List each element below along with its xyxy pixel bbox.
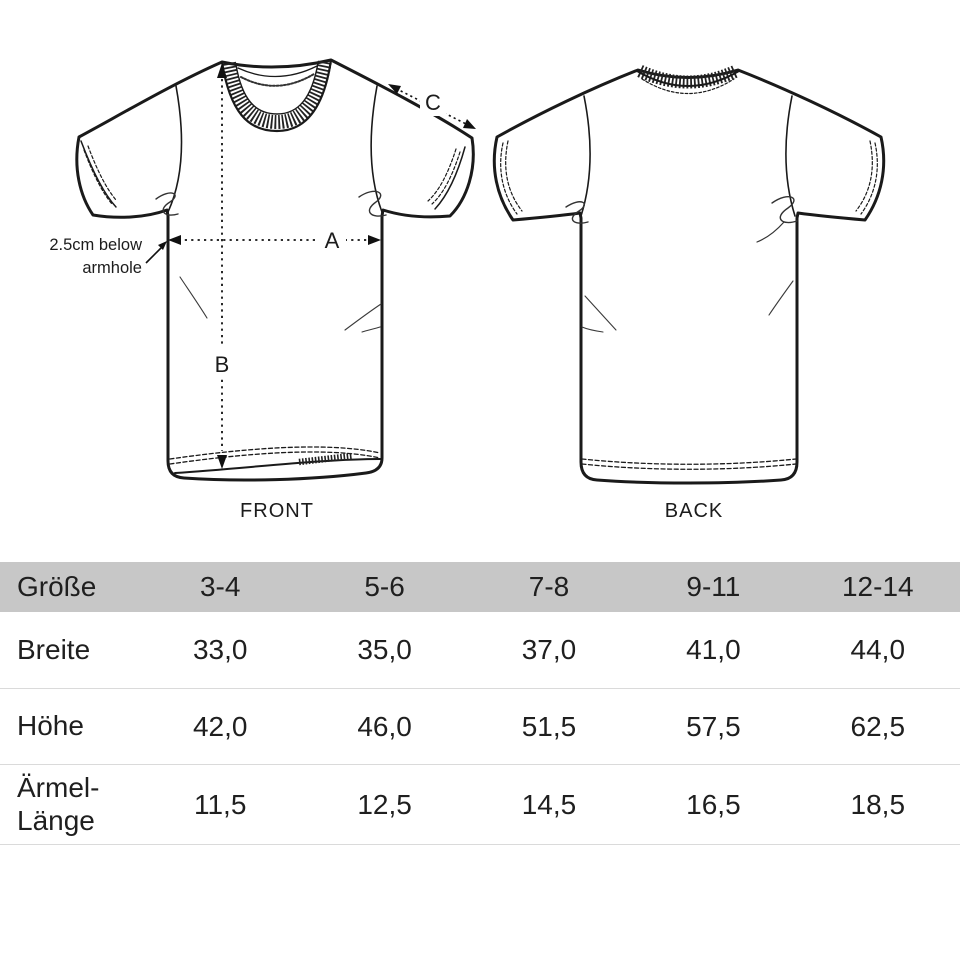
table-row-hoehe [0, 689, 960, 765]
table-cell: 51,5 [521, 710, 577, 742]
table-cell: 37,0 [521, 634, 577, 665]
front-view-label: FRONT [240, 500, 314, 522]
armhole-note-line1: 2.5cm below [49, 236, 142, 254]
size-table [0, 562, 960, 845]
table-cell: 11,5 [193, 788, 247, 820]
table-cell: 57,5 [686, 710, 741, 742]
back-view-label: BACK [664, 500, 724, 522]
table-cell: 42,0 [192, 710, 248, 742]
armhole-note-pointer [146, 246, 163, 263]
row-label: Breite [17, 633, 91, 665]
size-table-header-row [0, 562, 960, 612]
size-column-header: 9-11 [686, 571, 741, 602]
dim-label-c: C [425, 90, 441, 115]
table-cell: 41,0 [686, 634, 741, 665]
table-cell: 62,5 [850, 710, 906, 742]
size-column-header: 5-6 [364, 571, 405, 602]
back-shirt-drawing [494, 70, 883, 483]
dim-label-b: B [214, 352, 230, 377]
armhole-note-line2: armhole [82, 259, 142, 277]
dim-c-arrow-lower [463, 119, 476, 129]
table-cell: 12,5 [357, 788, 412, 820]
size-column-header: 12-14 [841, 571, 914, 602]
table-cell: 35,0 [357, 634, 412, 665]
row-label: Höhe [17, 710, 84, 742]
table-row-breite [0, 612, 960, 689]
table-cell: 14,5 [521, 788, 577, 820]
dim-label-a: A [324, 228, 340, 253]
table-cell: 44,0 [850, 634, 906, 665]
table-row-aermellaenge [0, 765, 960, 845]
size-table-header-label: Größe [17, 570, 97, 602]
back-shirt-outline [494, 70, 883, 483]
table-cell: 18,5 [850, 788, 906, 820]
size-column-header: 7-8 [528, 571, 570, 602]
size-column-header: 3-4 [199, 571, 241, 602]
table-cell: 33,0 [192, 634, 248, 665]
table-cell: 46,0 [357, 710, 412, 742]
row-label: Ärmel- Länge [17, 772, 100, 836]
table-cell: 16,5 [686, 788, 741, 820]
